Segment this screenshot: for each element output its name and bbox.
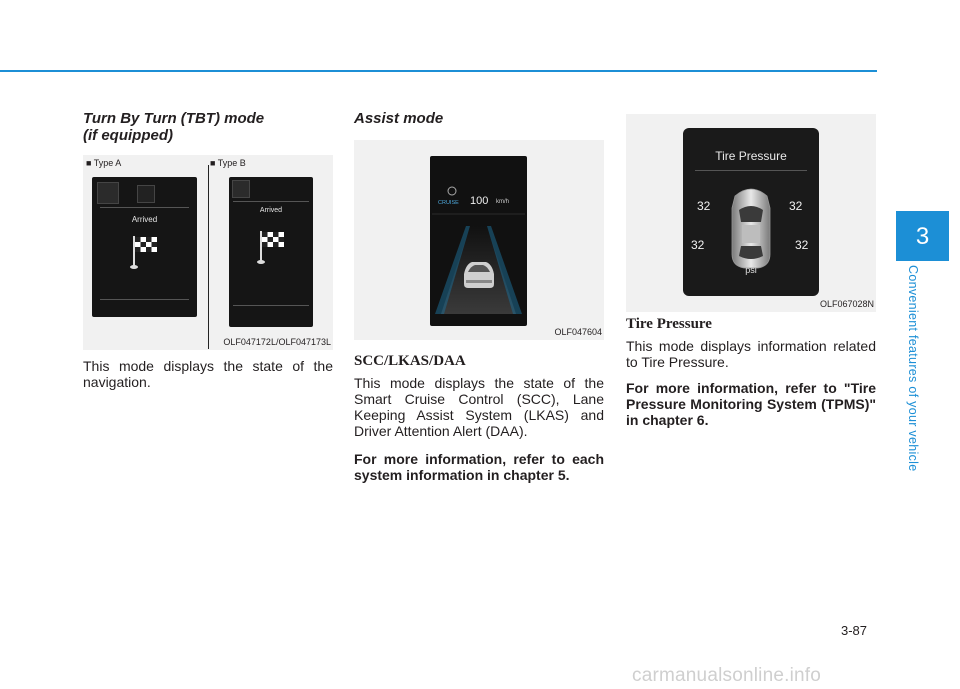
tbt-heading	[83, 110, 333, 144]
header-rule	[0, 70, 877, 72]
type-a-label: ■ Type A	[86, 158, 122, 168]
tire-figure-code: OLF067028N	[819, 299, 874, 309]
tbt-body: This mode displays the state of the navigation.	[83, 358, 333, 390]
screen-a-arrived: Arrived	[131, 215, 158, 224]
screen-a-icon-left	[97, 182, 119, 204]
type-b-screen	[229, 177, 313, 327]
tire-unit: psi	[745, 265, 757, 275]
screen-b-icon-left	[232, 180, 250, 198]
watermark: carmanualsonline.info	[632, 665, 822, 686]
tire-note: For more information, refer to "Tire Pressure Monitoring System (TPMS)" in chapter 6.	[626, 380, 876, 428]
type-b-label: ■ Type B	[210, 158, 246, 168]
checkered-flag-icon	[130, 234, 160, 270]
assist-section	[354, 110, 604, 483]
tire-rr-value: 32	[795, 238, 809, 252]
tire-fl-value: 32	[697, 199, 711, 213]
tire-figure	[626, 114, 876, 312]
tire-screen-title: Tire Pressure	[715, 149, 787, 163]
assist-figure	[354, 140, 604, 340]
tbt-heading-line1: Turn By Turn (TBT) mode	[83, 110, 265, 127]
tire-section	[626, 114, 876, 428]
assist-note: For more information, refer to each system information in chapter 5.	[354, 451, 604, 483]
screen-b-line-bottom	[233, 305, 309, 306]
screen-b-arrived: Arrived	[259, 207, 283, 214]
assist-figure-code: OLF047604	[554, 327, 602, 337]
chapter-side-text: Convenient features of your vehicle	[906, 265, 920, 472]
assist-heading: Assist mode	[354, 110, 444, 127]
assist-screen	[430, 156, 527, 326]
type-a-screen	[92, 177, 197, 317]
tire-body: This mode displays information related to Tire Pressure.	[626, 338, 876, 370]
page-number: 3-87	[841, 623, 868, 638]
speed-unit: km/h	[496, 199, 510, 205]
screen-a-line-top	[100, 207, 189, 208]
figure-divider	[208, 165, 209, 349]
cruise-label: CRUISE	[438, 200, 459, 206]
tbt-section	[83, 110, 333, 390]
chapter-side-label	[902, 265, 926, 497]
chapter-tab: 3	[896, 211, 949, 261]
screen-a-line-bottom	[100, 299, 189, 300]
screen-a-icon-mid	[137, 185, 155, 203]
tire-fr-value: 32	[789, 199, 803, 213]
tbt-figure	[83, 155, 333, 350]
tbt-heading-line2: (if equipped)	[83, 127, 173, 144]
assist-subheading: SCC/LKAS/DAA	[354, 353, 466, 369]
assist-body: This mode displays the state of the Smart Cruise Control (SCC), Lane Keeping Assist System (LKAS) and Driver Attention Alert (DAA).	[354, 375, 604, 439]
speed-value: 100	[470, 195, 489, 207]
tire-subheading: Tire Pressure	[626, 316, 712, 332]
assist-graphic	[430, 156, 527, 326]
tire-rl-value: 32	[691, 238, 705, 252]
tire-screen	[683, 128, 819, 296]
checkered-flag-icon	[257, 229, 287, 265]
screen-b-line-top	[233, 201, 309, 202]
tbt-figure-code: OLF047172L/OLF047173L	[223, 337, 331, 347]
